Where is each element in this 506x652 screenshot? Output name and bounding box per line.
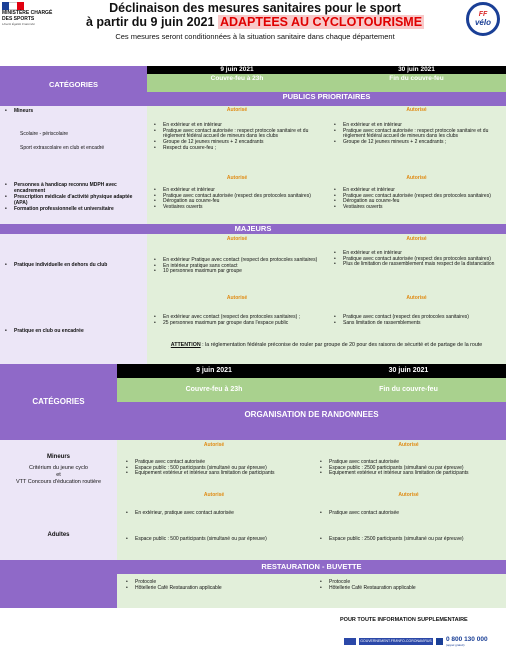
table1-col1-rule: Couvre-feu à 23h	[147, 74, 327, 92]
table1-col2-date: 30 juin 2021	[327, 66, 506, 74]
list-item: • Equipement extérieur et intérieur sans limitation de participants	[125, 471, 303, 477]
table1-indiv-label-cell	[0, 234, 147, 294]
list-item: • Pratique avec contact autorisée	[125, 460, 303, 466]
table2-mineurs-col1	[117, 440, 311, 490]
list-item: • Vestiaires ouverts	[153, 205, 321, 211]
attention-label: ATTENTION	[170, 342, 201, 348]
authorized-label: Autorisé	[406, 107, 427, 113]
list-item: • Prescription médicale d'activité physique adaptée (APA)	[4, 194, 143, 206]
list-item: • Espace public : 500 participants (simultané ou par épreuve)	[125, 466, 303, 472]
table2-resto-col1	[117, 574, 311, 608]
list-item: • Pratique avec contact (respect des protocoles sanitaires)	[333, 315, 500, 321]
table2-mineurs-label-cell	[0, 440, 117, 510]
table1-mineurs-col2	[327, 106, 506, 176]
gov-site-link[interactable]: GOUVERNEMENT.FR/INFO-CORONAVIRUS	[360, 639, 432, 643]
list-item: • Groupe de 12 jeunes mineurs + 2 encadrants ;	[333, 140, 500, 146]
list-item: • Equipement extérieur et intérieur sans limitation de participants	[319, 471, 498, 477]
list-item: • 10 personnes maximum par groupe	[153, 269, 321, 275]
table2-resto-label-cell	[0, 560, 117, 608]
authorized-label: Autorisé	[406, 236, 427, 242]
table2-mineurs-sub2: et	[56, 472, 61, 478]
table2-mineurs-label: Mineurs	[46, 454, 70, 460]
table1-categories-label: CATÉGORIES	[48, 80, 99, 89]
table1-section-prioritaires: PUBLICS PRIORITAIRES	[147, 92, 506, 106]
list-item: • Espace public : 500 participants (simultané ou par épreuve)	[125, 537, 303, 543]
title-highlight: ADAPTEES AU CYCLOTOURISME	[219, 15, 423, 29]
logo-ff: FF	[478, 11, 488, 18]
table1-col2-rule: Fin du couvre-feu	[327, 74, 506, 92]
title-line1: Déclinaison des mesures sanitaires pour le sport	[109, 1, 401, 15]
table1-indiv-col2	[327, 234, 506, 294]
table2-col2-rule: Fin du couvre-feu	[311, 378, 506, 402]
list-item: • En extérieur, pratique avec contact autorisée	[125, 511, 303, 517]
list-item: • Formation professionnelle et universitaire	[4, 206, 143, 212]
list-item: • Pratique en club ou encadrée	[4, 328, 143, 334]
table2-adultes-label: Adultes	[47, 532, 70, 538]
table1-club-col1	[147, 294, 327, 338]
list-item: • Pratique avec contact autorisée : respect protocole sanitaire et du règlement fédéral accueil de mineurs dans les clubs	[153, 129, 321, 141]
table2-col1-date: 9 juin 2021	[117, 364, 311, 378]
list-item: • Pratique avec contact autorisée	[319, 511, 498, 517]
list-item: • En extérieur et en intérieur	[333, 123, 500, 129]
list-item: • Hôtellerie Café Restauration applicable	[125, 586, 303, 592]
list-item: • En extérieur et intérieur	[153, 188, 321, 194]
list-item: • Hôtellerie Café Restauration applicable	[319, 586, 498, 592]
list-item: • En extérieur Pratique avec contact (respect des protocoles sanitaires)	[153, 258, 321, 264]
table2-adultes-col1	[117, 490, 311, 560]
table1-categories-cell	[0, 66, 147, 106]
authorized-label: Autorisé	[226, 175, 248, 181]
title-line2	[70, 16, 440, 29]
list-item: • Protocole	[125, 580, 303, 586]
table1-handicap-col2	[327, 176, 506, 224]
phone-block	[446, 636, 488, 647]
authorized-label: Autorisé	[398, 492, 419, 498]
ffvelo-logo	[466, 2, 500, 36]
list-item: • Pratique avec contact autorisée : respect protocole sanitaire et du règlement fédéral accueil de mineurs dans les clubs	[333, 129, 500, 141]
footer-bar	[344, 636, 488, 647]
table1-indiv-col1	[147, 234, 327, 294]
title-prefix: à partir du 9 juin 2021	[85, 15, 218, 29]
table2-mineurs-col2	[311, 440, 506, 490]
table2-adultes-col2	[311, 490, 506, 560]
list-item: • Pratique avec contact autorisée	[319, 460, 498, 466]
attention-text: : la réglementation fédérale préconise de rouler par groupe de 20 pour des raisons de sécurité et de partage de la route	[200, 342, 483, 348]
authorized-label: Autorisé	[226, 236, 248, 242]
phone-note: (appel gratuit)	[446, 643, 465, 647]
list-item: • En extérieur avec contact (respect des protocoles sanitaires) ;	[153, 315, 321, 321]
ministry-motto: Liberté Égalité Fraternité	[2, 22, 35, 26]
table2-col2-date: 30 juin 2021	[311, 364, 506, 378]
list-item: • Espace public : 2500 participants (simultané ou par épreuve)	[319, 466, 498, 472]
ministry-name: MINISTÈRE CHARGÉ DES SPORTS	[2, 10, 53, 22]
table2-categories-cell	[0, 364, 117, 440]
phone-number[interactable]: 0 800 130 000	[446, 636, 488, 643]
list-item: • Plus de limitation de rassemblement mais respect de la distanciation	[333, 262, 500, 268]
authorized-label: Autorisé	[226, 295, 248, 301]
authorized-label: Autorisé	[203, 442, 225, 448]
ministry-logo	[2, 2, 56, 26]
list-item: • En extérieur et en intérieur	[333, 251, 500, 257]
list-item: • Pratique avec contact autorisée (respect des protocoles sanitaires)	[333, 257, 500, 263]
french-flag-icon	[2, 2, 24, 10]
eu-flag-icon	[344, 638, 356, 645]
table2-section-restauration: RESTAURATION - BUVETTE	[117, 560, 506, 574]
list-item: • En intérieur pratique sans contact	[153, 264, 321, 270]
table2-resto-col2	[311, 574, 506, 608]
table2-mineurs-sub1: Critérium du jeune cyclo	[29, 465, 88, 471]
table1-mineurs-sub2: Sport extrascolaire en club et encadré	[20, 145, 105, 151]
authorized-label: Autorisé	[398, 442, 419, 448]
list-item: • Dérogation au couvre-feu	[333, 199, 500, 205]
table1-section-majeurs: MAJEURS	[0, 224, 506, 234]
page-header	[0, 0, 506, 58]
authorized-label: Autorisé	[406, 295, 427, 301]
list-item: • En extérieur et en intérieur	[153, 123, 321, 129]
table2-mineurs-sub3: VTT Concours d'éducation routière	[15, 479, 102, 485]
table1-handicap-label-cell	[0, 176, 147, 224]
table1-mineurs-sub1: Scolaire - périscolaire	[20, 131, 69, 137]
logo-velo: vélo	[474, 18, 491, 27]
table2-col1-rule: Couvre-feu à 23h	[117, 378, 311, 402]
list-item: • Vestiaires ouverts	[333, 205, 500, 211]
list-item: • En extérieur et intérieur	[333, 188, 500, 194]
table1-club-col2	[327, 294, 506, 338]
footer-info-text: POUR TOUTE INFORMATION SUPPLEMENTAIRE	[340, 617, 468, 623]
table1-mineurs-col1	[147, 106, 327, 176]
subtitle: Ces mesures seront conditionnées à la situation sanitaire dans chaque département	[115, 32, 395, 41]
authorized-label: Autorisé	[226, 107, 248, 113]
list-item: • Pratique avec contact autorisée (respect des protocoles sanitaires)	[333, 194, 500, 200]
phone-icon	[436, 638, 443, 645]
list-item: • Groupe de 12 jeunes mineurs + 2 encadrants	[153, 140, 321, 146]
table2-section-randonnees: ORGANISATION DE RANDONNEES	[117, 402, 506, 440]
table2-adultes-label-cell	[0, 510, 117, 560]
list-item: • Pratique individuelle en dehors du club	[4, 262, 143, 268]
list-item: • Pratique avec contact autorisée (respect des protocoles sanitaires)	[153, 194, 321, 200]
list-item: • Sans limitation de rassemblements	[333, 321, 500, 327]
table1-col1-date: 9 juin 2021	[147, 66, 327, 74]
table1-mineurs-label: • Mineurs	[4, 108, 143, 114]
table1-handicap-col1	[147, 176, 327, 224]
list-item: • Dérogation au couvre-feu	[153, 199, 321, 205]
list-item: • Espace public : 2500 participants (simultané ou par épreuve)	[319, 537, 498, 543]
table1-club-label-cell	[0, 294, 147, 364]
list-item: • Respect du couvre-feu ;	[153, 146, 321, 152]
table1-attention-note	[147, 338, 506, 364]
authorized-label: Autorisé	[406, 175, 427, 181]
table2-categories-label: CATÉGORIES	[32, 397, 85, 406]
table1-mineurs-label-cell	[0, 106, 147, 176]
authorized-label: Autorisé	[203, 492, 225, 498]
list-item: • Personnes à handicap reconnu MDPH avec encadrement	[4, 182, 143, 194]
list-item: • 25 personnes maximum par groupe dans l'espace public	[153, 321, 321, 327]
list-item: • Protocole	[319, 580, 498, 586]
